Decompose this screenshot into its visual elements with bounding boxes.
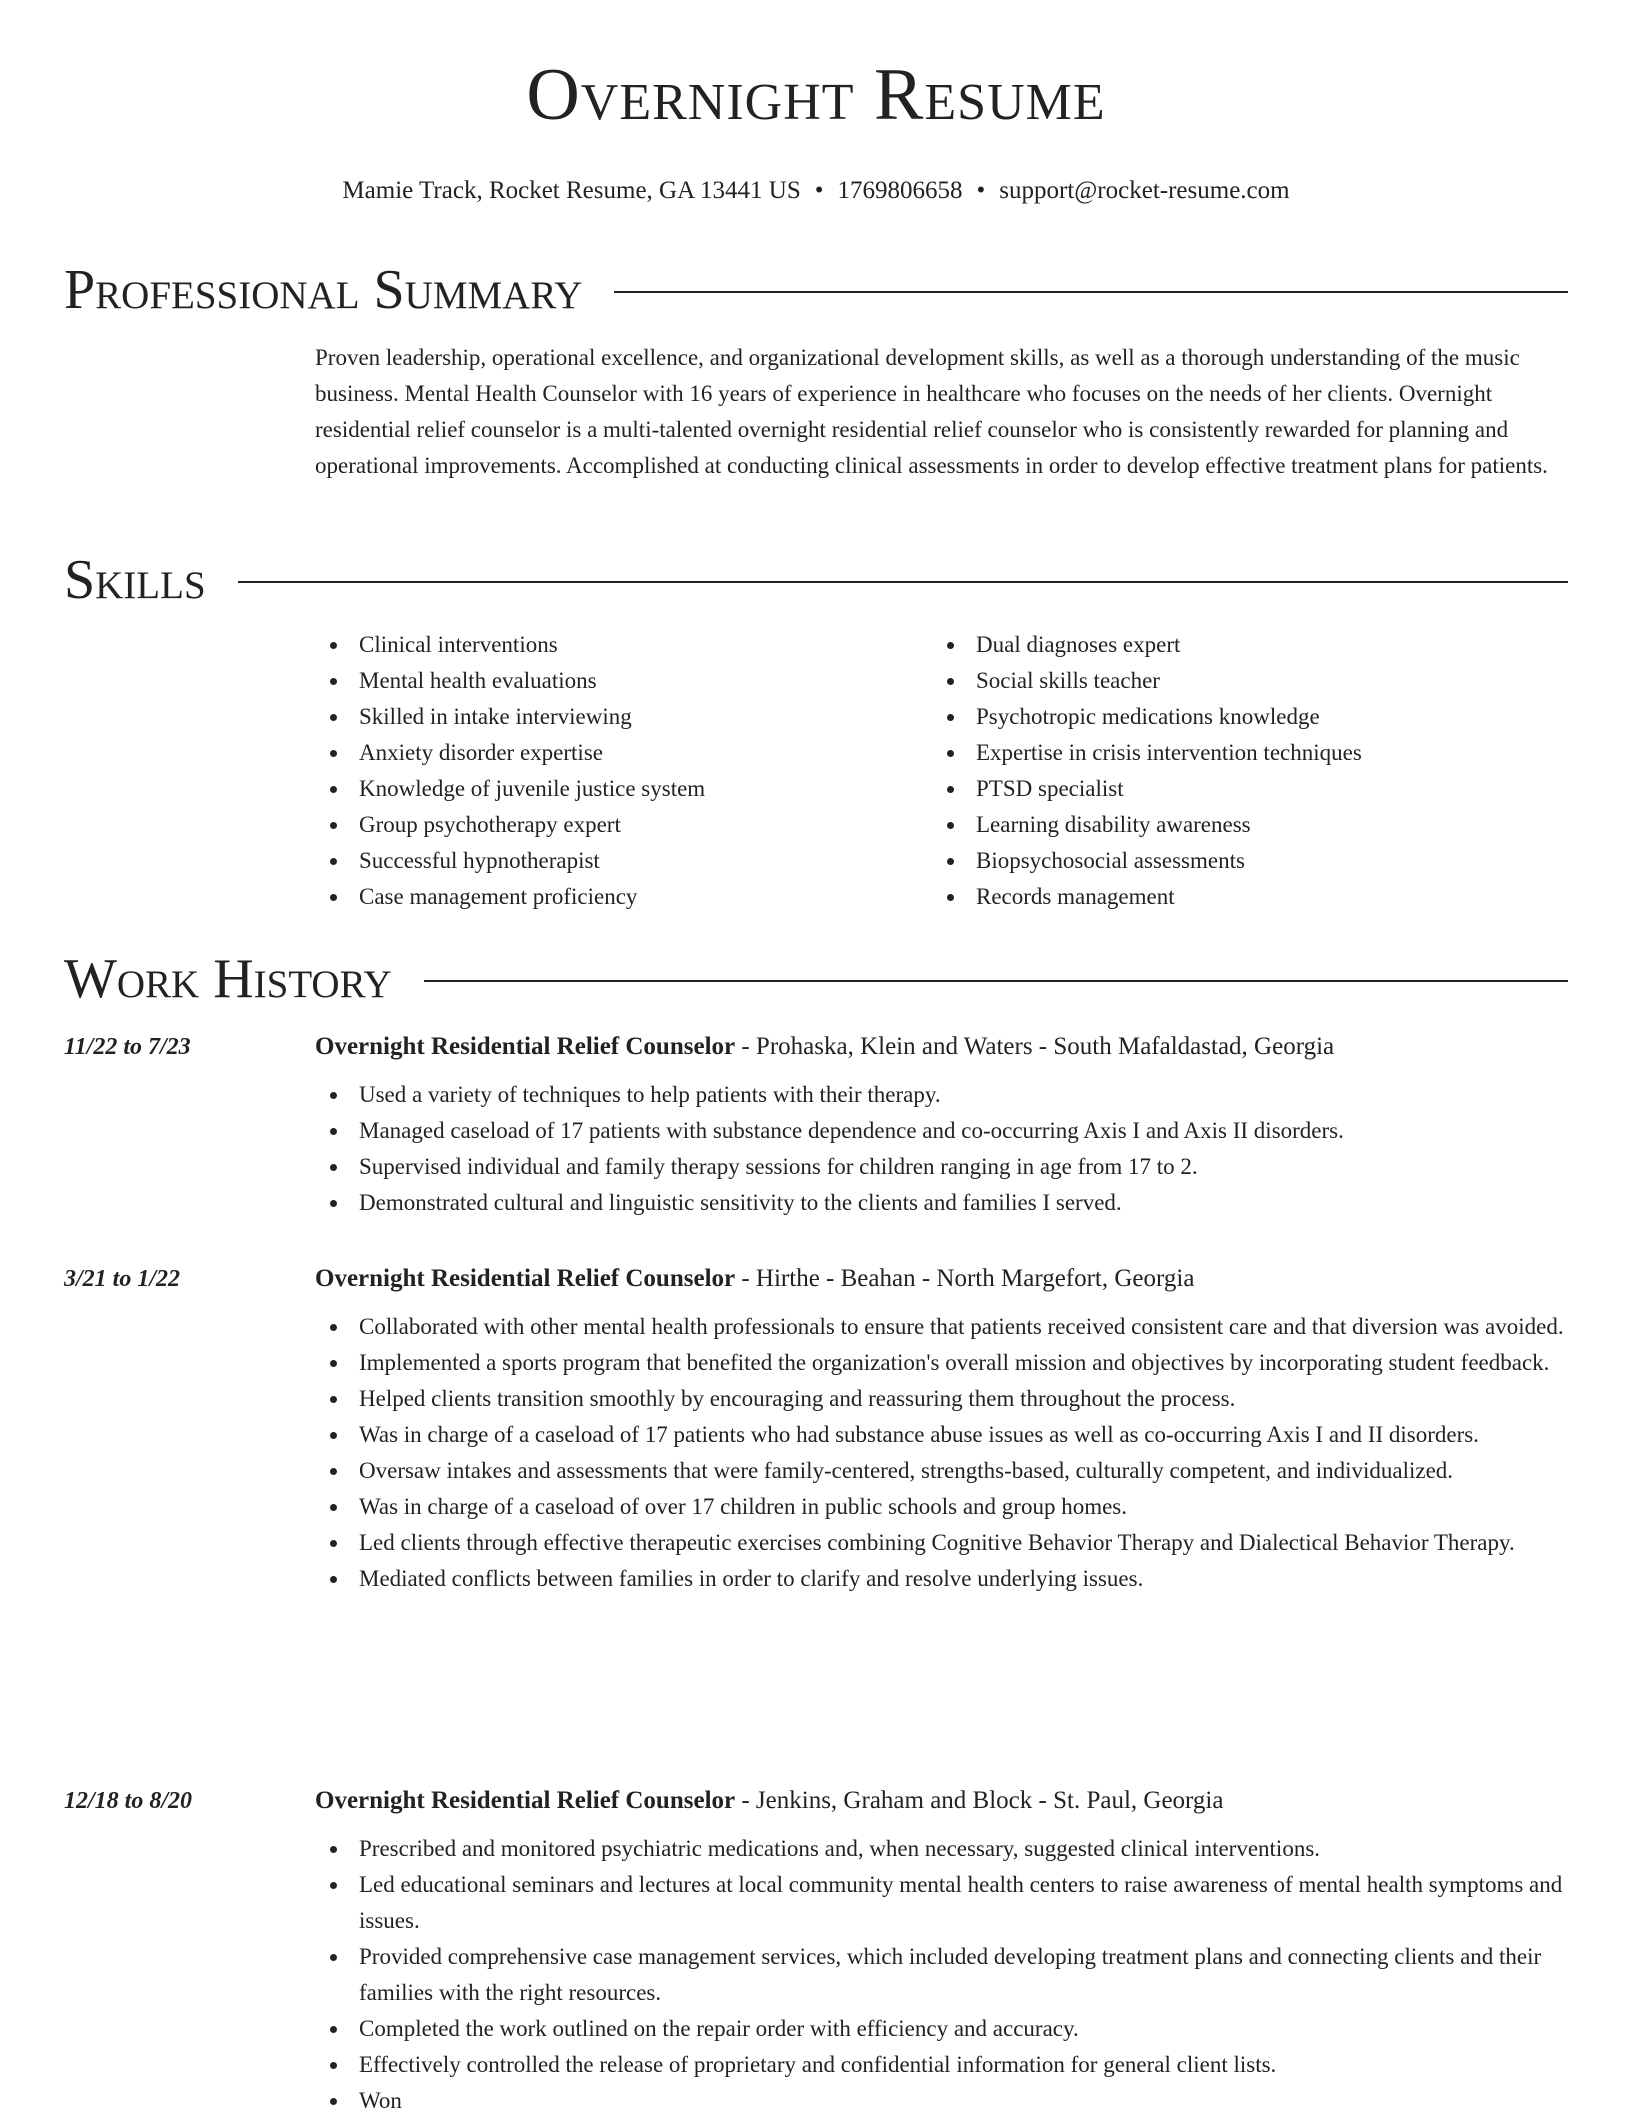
resume-title: Overnight Resume (526, 54, 1106, 136)
job-bullet: Mediated conflicts between families in order to clarify and resolve underlying issues. (315, 1561, 1568, 1597)
job-bullet: Prescribed and monitored psychiatric medications and, when necessary, suggested clinical interventions. (315, 1831, 1568, 1867)
skills-list-left (315, 627, 875, 915)
summary-text: Proven leadership, operational excellence, and organizational development skills, as well as a thorough understanding of the music business. Mental Health Counselor with 16 years of experience in healthcare who focuses on the needs of her clients. Overnight residential relief counselor is a multi-talented overnight residential relief counselor who is consistently rewarded for planning and operational improvements. Accomplished at conducting clinical assessments in order to develop effective treatment plans for patients. (315, 345, 1548, 478)
skill-item: Social skills teacher (932, 663, 1572, 699)
skill-item: Expertise in crisis intervention techniques (932, 735, 1572, 771)
summary-heading: Professional Summary (64, 259, 583, 321)
job-bullet: Led clients through effective therapeutic exercises combining Cognitive Behavior Therapy and Dialectical Behavior Therapy. (315, 1525, 1568, 1561)
job-bullet: Demonstrated cultural and linguistic sensitivity to the clients and families I served. (315, 1185, 1568, 1221)
skill-item: Skilled in intake interviewing (315, 699, 875, 735)
job-bullet: Won (315, 2083, 1568, 2119)
skill-item: Biopsychosocial assessments (932, 843, 1572, 879)
job-employer: - Hirthe - Beahan - North Margefort, Georgia (735, 1265, 1195, 1292)
skills-section-header (64, 549, 1568, 611)
skill-item: Mental health evaluations (315, 663, 875, 699)
skill-item: Clinical interventions (315, 627, 875, 663)
skills-heading: Skills (64, 549, 206, 611)
skill-item: Records management (932, 879, 1572, 915)
section-divider (424, 980, 1568, 982)
job-title-line (315, 1030, 1568, 1064)
job-bullet: Helped clients transition smoothly by encouraging and reassuring them throughout the process. (315, 1381, 1568, 1417)
skill-item: PTSD specialist (932, 771, 1572, 807)
section-divider (238, 581, 1568, 583)
job-bullet: Was in charge of a caseload of over 17 children in public schools and group homes. (315, 1489, 1568, 1525)
contact-line (0, 176, 1632, 206)
job-bullets (315, 1309, 1568, 1597)
job-title-line (315, 1262, 1568, 1296)
job-employer: - Jenkins, Graham and Block - St. Paul, Georgia (735, 1787, 1224, 1814)
job-bullets (315, 1831, 1568, 2119)
job-title: Overnight Residential Relief Counselor (315, 1033, 736, 1060)
contact-phone: 1769806658 (837, 177, 963, 204)
work-section-header (64, 948, 1568, 1010)
contact-separator: • (976, 177, 986, 204)
job-bullet: Used a variety of techniques to help patients with their therapy. (315, 1077, 1568, 1113)
summary-section-header (64, 259, 1568, 321)
job-dates: 3/21 to 1/22 (64, 1266, 181, 1292)
job-dates: 12/18 to 8/20 (64, 1788, 193, 1814)
skill-item: Successful hypnotherapist (315, 843, 875, 879)
contact-email[interactable]: support@rocket-resume.com (999, 177, 1290, 204)
job-bullet: Completed the work outlined on the repair order with efficiency and accuracy. (315, 2011, 1568, 2047)
contact-address: Mamie Track, Rocket Resume, GA 13441 US (342, 177, 801, 204)
job-bullet: Supervised individual and family therapy sessions for children ranging in age from 17 to 2. (315, 1149, 1568, 1185)
contact-separator: • (814, 177, 824, 204)
skill-item: Psychotropic medications knowledge (932, 699, 1572, 735)
job-bullet: Provided comprehensive case management services, which included developing treatment plans and connecting clients and their families with the right resources. (315, 1939, 1568, 2011)
job-bullet: Collaborated with other mental health professionals to ensure that patients received consistent care and that diversion was avoided. (315, 1309, 1568, 1345)
job-title: Overnight Residential Relief Counselor (315, 1787, 736, 1814)
job-bullets (315, 1077, 1568, 1221)
job-title-line (315, 1784, 1568, 1818)
skill-item: Case management proficiency (315, 879, 875, 915)
work-heading: Work History (64, 948, 392, 1010)
skill-item: Group psychotherapy expert (315, 807, 875, 843)
job-bullet: Was in charge of a caseload of 17 patients who had substance abuse issues as well as co-occurring Axis I and II disorders. (315, 1417, 1568, 1453)
job-bullet: Effectively controlled the release of proprietary and confidential information for general client lists. (315, 2047, 1568, 2083)
skill-item: Anxiety disorder expertise (315, 735, 875, 771)
skill-item: Dual diagnoses expert (932, 627, 1572, 663)
job-title: Overnight Residential Relief Counselor (315, 1265, 736, 1292)
job-bullet: Implemented a sports program that benefited the organization's overall mission and objectives by incorporating student feedback. (315, 1345, 1568, 1381)
skill-item: Knowledge of juvenile justice system (315, 771, 875, 807)
skills-list-right (932, 627, 1572, 915)
job-bullet: Managed caseload of 17 patients with substance dependence and co-occurring Axis I and Axis II disorders. (315, 1113, 1568, 1149)
job-bullet: Led educational seminars and lectures at local community mental health centers to raise awareness of mental health symptoms and issues. (315, 1867, 1568, 1939)
job-dates: 11/22 to 7/23 (64, 1034, 191, 1060)
skill-item: Learning disability awareness (932, 807, 1572, 843)
job-employer: - Prohaska, Klein and Waters - South Mafaldastad, Georgia (735, 1033, 1335, 1060)
section-divider (614, 291, 1568, 293)
job-bullet: Oversaw intakes and assessments that were family-centered, strengths-based, culturally competent, and individualized. (315, 1453, 1568, 1489)
